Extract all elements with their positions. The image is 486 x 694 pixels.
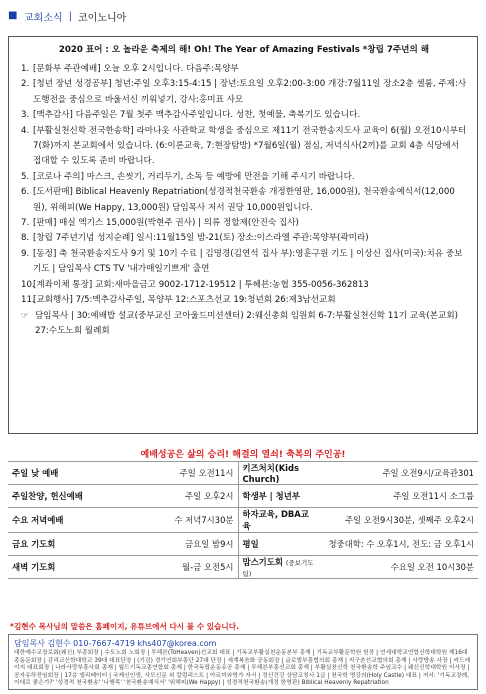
schedule-left-label — [8, 533, 118, 556]
notice-item-text: [동정] 축 천국환송지도사 9기 및 10기 수료 | 김명경(김연석 집사 부):영훈구원 기도 | 이상신 집사(미국):치유 중보기도 | 담임목사 CTS TV '내가매일기쁘게' 출연 — [33, 248, 463, 275]
schedule-left-time — [118, 556, 238, 579]
notice-item-text: [청년 장년 성경공부] 청년:주일 오후3:15-4:15 | 장년:토요일 오후2:00-3:00 개강:7월11일 장소2층 셀룸, 주제:사도행전을 중심으로 바울서신 끼워넣기, 강사:홍미표 사모 — [33, 79, 467, 105]
slogan: 예배성공은 삶의 승리! 해결의 열쇠! 축복의 주인공! — [140, 450, 346, 460]
schedule-left-time-text: 주일 오전11시 — [179, 468, 234, 478]
notice-box — [8, 36, 478, 434]
header-separator: | — [68, 10, 73, 22]
schedule-right-label-text: 맘스기도회 — [242, 557, 283, 567]
schedule-left-time-text: 월-금 오전5시 — [182, 562, 234, 572]
schedule-row — [8, 508, 478, 533]
notice-item-text: [창립 7주년기념 성지순례] 일시:11월15일 밤-21(토) 장소:이스라엘 주관:목양부(곽미라) — [33, 233, 369, 244]
notice-item-number: 5. — [21, 171, 30, 182]
schedule-row — [8, 485, 478, 508]
schedule-right-label-text: 학생부 | 청년부 — [242, 491, 300, 501]
notice-item-text: [판매] 매실 엑기스 15,000원(박현주 권사) | 의류 정할제(안진숙 집사) — [33, 218, 299, 229]
notice-title: 2020 표어 : 오 놀라운 축제의 해! Oh! The Year of Amazing Festivals *창립 7주년의 해 — [58, 45, 430, 55]
schedule-right-time-text: 주일 오전9시30분, 셋째주 오후2시 — [344, 515, 474, 525]
worship-schedule-table — [8, 461, 478, 579]
pastor-bio: 대한예수교장로회(웨신) 부총회장 | 수도노회 노회장 | 투헤븐(ToHeaven)선교회 대표 | 기독교부활실천운동본부 총재 | 기독교부활문학원 원장 | 연세대학교연합신학대학원 제16대 총동문회장 | 감리교신학대학교 39대 대표단장 | (기감) 경기연회부흥단 27대 단장 | 세계복음화 공동회장 | 글로벌부흥협의회 총재 | 지구촌선교협의회 총재 | 사랑방송 사장 | 씨드에이지 대표회장 | 나라사랑부흥사회 총재 | 월드기독교총연합회 총재 | 한국독립운동유공 총재 | 투헤븐부흥선교회 총재 | 부활실천신학 천국환송학 주임교수 | 웨신신학대학원 이사장 | 공자유하전임회장 | 17층 엘리베이터 | 국제신인생, 사모신문 외 칼럼리스트 | 아르미와영가 자서 | 정신건강 상담코칭사 1급 | 천국학 명강의(Holy Castle) 대표 | 저서: '기독교장례, 이대로 좋은가?' '성경적 천국환송' '나행목' '천국환송예식서' '위해피(We Happy) | 성경적천국환송(개정 한영판) Biblical Heavenly Repatriation — [14, 650, 471, 687]
notice-item-number: 10. — [21, 279, 35, 290]
schedule-right-label — [238, 462, 318, 485]
notice-item — [21, 108, 467, 123]
notice-item-number: 11. — [21, 295, 35, 306]
schedule-left-time — [118, 485, 238, 508]
notice-item-number: 8. — [21, 233, 30, 244]
notice-item-number: 4. — [21, 125, 30, 136]
notice-item-text: 담임목사 | 30:예배밥 설교(중부교신 코아울드미션센터) 2:웨신총회 임원회 6-7:부활실천신학 11기 교육(본교회) 27:수도노회 월례회 — [35, 310, 459, 336]
schedule-left-time — [118, 533, 238, 556]
notice-item-number: 3. — [21, 110, 30, 121]
notice-item — [21, 278, 467, 293]
schedule-right-label-text: 하자교육, DBA교육 — [242, 509, 309, 531]
section-subtitle: 코이노니아 — [78, 12, 127, 24]
notice-item — [21, 185, 467, 216]
schedule-left-label — [8, 485, 118, 508]
schedule-row — [8, 462, 478, 485]
notice-item-text: [코로나 주의] 마스크, 손씻기, 거리두기, 소독 등 예방에 만전을 기해 주시기 바랍니다. — [33, 171, 355, 182]
notice-item-text: [계좌이체 통장] 교회:새마을금고 9002-1712-19512 | 투헤븐:농협 355-0056-362813 — [33, 279, 369, 290]
notice-icon: ■ — [8, 10, 18, 21]
pastor-contact: 담임목사 김현수 010-7667-4719 khs407@korea.com — [14, 639, 217, 648]
schedule-right-time-text: 주일 오전9시/교육관301 — [382, 468, 474, 478]
schedule-left-label-text: 금요 기도회 — [12, 539, 56, 549]
notice-item-number: 2. — [21, 79, 30, 90]
schedule-left-label — [8, 556, 118, 579]
schedule-left-label-text: 새벽 기도회 — [12, 562, 56, 572]
notice-item — [21, 77, 467, 108]
schedule-right-time-text: 청중대학: 수 오후1시, 전도: 금 오후1시 — [328, 539, 474, 549]
schedule-right-time — [318, 508, 478, 533]
schedule-left-time-text: 금요일 밤9시 — [185, 539, 234, 549]
schedule-left-time — [118, 462, 238, 485]
notice-item-number: 6. — [21, 187, 30, 198]
notice-item-number: 9. — [21, 248, 30, 259]
schedule-left-label — [8, 462, 118, 485]
schedule-right-time — [318, 556, 478, 579]
notice-item — [21, 170, 467, 185]
notice-item-text: [교회행사] 7/5:맥추감사주일, 목양부 12:스포츠선교 19:청년회 26:제3남선교회 — [33, 295, 336, 306]
schedule-right-label — [238, 485, 318, 508]
notice-item — [21, 216, 467, 231]
schedule-left-label-text: 주일찬양, 헌신예배 — [12, 491, 83, 501]
schedule-right-label — [238, 533, 318, 556]
schedule-left-time-text: 수 저녁7시30분 — [174, 515, 234, 525]
notice-item-text: [도서판매] Biblical Heavenly Repatriation(성경적천국환송 개정한영판, 16,000원), 천국환송예식서(12,000원), 위해피(We Happy, 13,000원) 담임목사 저서 권당 10,000원입니다. — [33, 187, 455, 213]
notice-item — [21, 247, 467, 278]
notice-item-text: [맥추감사] 다음주일은 7월 첫주 맥추감사주일입니다. 성찬, 첫예물, 축복기도 있습니다. — [33, 110, 361, 121]
schedule-right-time-text: 수요일 오전 10시30분 — [390, 562, 474, 572]
schedule-right-label — [238, 556, 318, 579]
notice-item — [21, 309, 467, 340]
notice-item-number: ☞ — [21, 310, 29, 321]
schedule-row — [8, 556, 478, 579]
schedule-left-label — [8, 508, 118, 533]
schedule-right-label — [238, 508, 318, 533]
sermon-notice: *김현수 목사님의 말씀은 홈페이지, 유튜브에서 다시 볼 수 있습니다. — [10, 622, 239, 631]
notice-item-text: [부활실천신학 전국한송학] 라마나옷 사관학교 학생을 중심으로 제11기 전국한송지도사 교육이 6(월) 오전10시부터 7(화)까지 본교회에서 있습니다. (6:이론교육, 7:현장탐방) *7월6일(월) 점심, 저녁식사(2끼)를 교회 4층 식당에서 접대할 수 있도록 준비 바랍니다. — [33, 125, 467, 167]
notice-item-number: 1. — [21, 64, 30, 74]
notice-item-text: [문화부 주관예배] 오늘 오후 2시입니다. 다음주:목양부 — [33, 64, 239, 74]
schedule-right-label-text: 키즈처치(Kids Church) — [242, 463, 300, 484]
schedule-left-label-text: 주일 낮 예배 — [12, 468, 59, 478]
schedule-right-time — [318, 462, 478, 485]
notice-item — [21, 62, 467, 77]
schedule-left-label-text: 수요 저녁예배 — [12, 515, 64, 525]
schedule-left-time-text: 주일 오후2시 — [185, 491, 234, 501]
notice-item-number: 7. — [21, 218, 30, 229]
notice-item — [21, 124, 467, 170]
schedule-right-time — [318, 533, 478, 556]
schedule-right-label-sub: (중보기도팀) — [242, 559, 314, 578]
notice-item — [21, 231, 467, 246]
schedule-left-time — [118, 508, 238, 533]
schedule-row — [8, 533, 478, 556]
schedule-right-label-text: 평일 — [242, 539, 259, 549]
notice-list — [21, 62, 467, 339]
section-header — [8, 6, 126, 26]
section-title: 교회소식 — [24, 12, 63, 24]
notice-item — [21, 293, 467, 308]
schedule-right-time — [318, 485, 478, 508]
pastor-info-box — [8, 634, 478, 690]
schedule-right-time-text: 주일 오전11시 소그룹 — [393, 491, 474, 501]
